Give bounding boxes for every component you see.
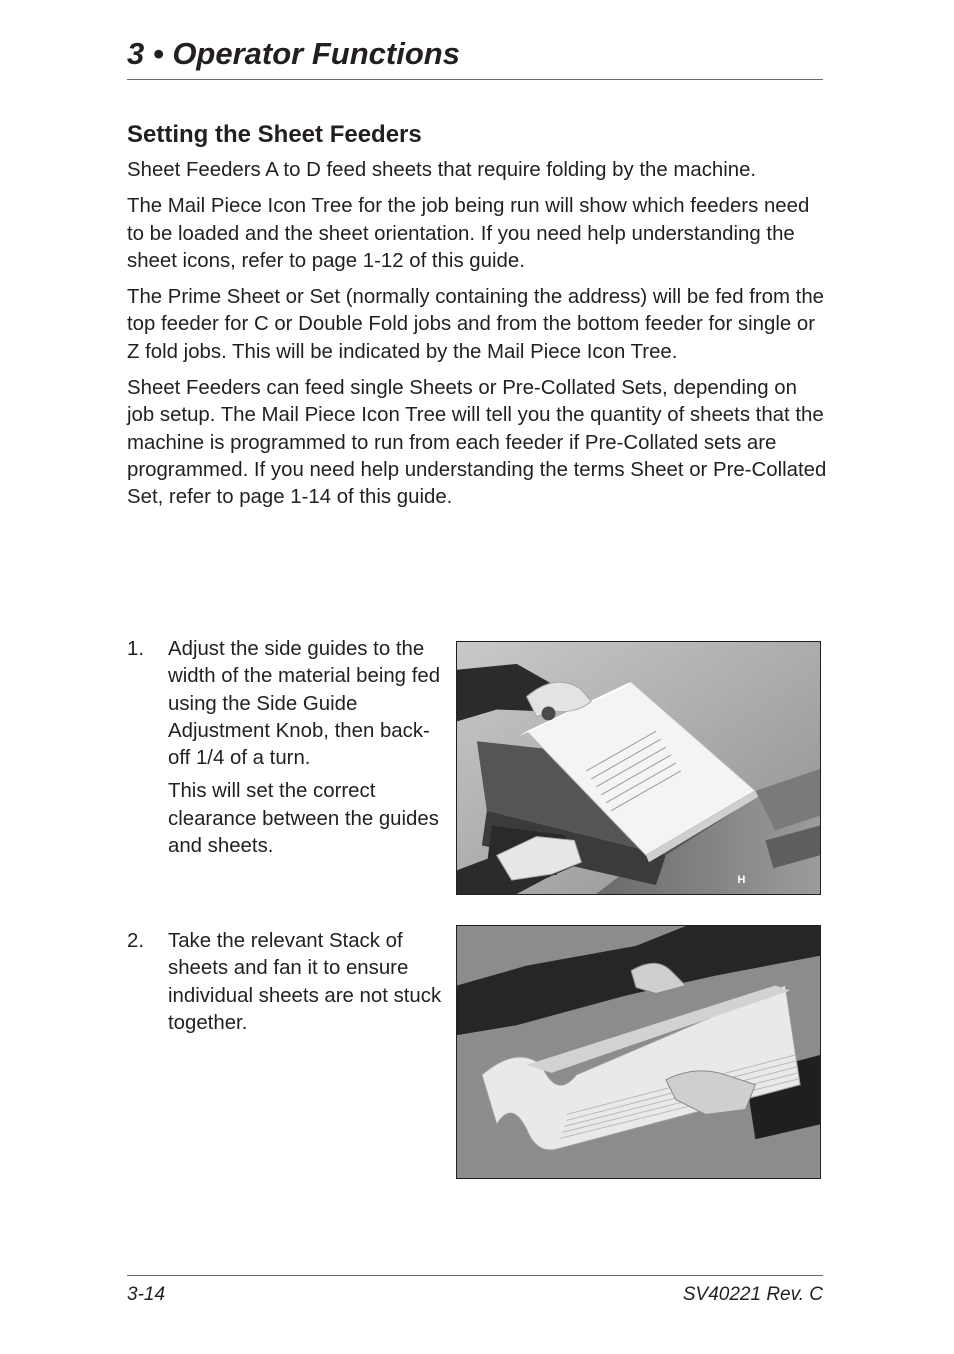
side-guide-adjustment-photo xyxy=(456,641,821,895)
step-1 xyxy=(127,636,447,866)
page-number: 3-14 xyxy=(127,1284,166,1305)
body-paragraph: Sheet Feeders can feed single Sheets or Pre-Collated Sets, depending on job setup. The Mail Piece Icon Tree will tell you the quantity of sheets that the machine is programmed to run from each feeder if Pre-Collated sets are programmed. If you need help understanding the terms Sheet or Pre-Collated Set, refer to page 1-14 of this guide. xyxy=(127,377,827,509)
document-id: SV40221 Rev. C xyxy=(682,1284,823,1305)
step-2 xyxy=(127,928,447,1043)
fanning-sheets-photo xyxy=(456,925,821,1179)
step-text: Adjust the side guides to the width of the material being fed using the Side Guide Adjustment Knob, then back-off 1/4 of a turn. xyxy=(168,638,441,770)
machine-label-mark: H xyxy=(737,874,746,887)
section-title: Setting the Sheet Feeders xyxy=(127,121,422,148)
footer-divider xyxy=(127,1275,823,1276)
body-paragraph: Sheet Feeders A to D feed sheets that require folding by the machine. xyxy=(127,159,757,181)
step-number: 1. xyxy=(127,638,145,660)
header-divider xyxy=(127,79,823,80)
body-paragraph: The Prime Sheet or Set (normally containing the address) will be fed from the top feeder for C or Double Fold jobs and from the bottom feeder for single or Z fold jobs. This will be indicated by the Mail Piece Icon Tree. xyxy=(127,286,825,363)
fanning-sheets-illustration xyxy=(457,926,820,1178)
step-number: 2. xyxy=(127,930,145,952)
chapter-title: 3 • Operator Functions xyxy=(127,36,460,71)
step-text: Take the relevant Stack of sheets and fan it to ensure individual sheets are not stuck together. xyxy=(168,930,442,1034)
section-body xyxy=(127,157,829,521)
step-note: This will set the correct clearance between the guides and sheets. xyxy=(168,780,439,858)
body-paragraph: The Mail Piece Icon Tree for the job being run will show which feeders need to be loaded and the sheet orientation. If you need help understanding the sheet icons, refer to page 1-12 of this guide. xyxy=(127,195,810,272)
side-guide-adjustment-illustration xyxy=(457,642,820,894)
